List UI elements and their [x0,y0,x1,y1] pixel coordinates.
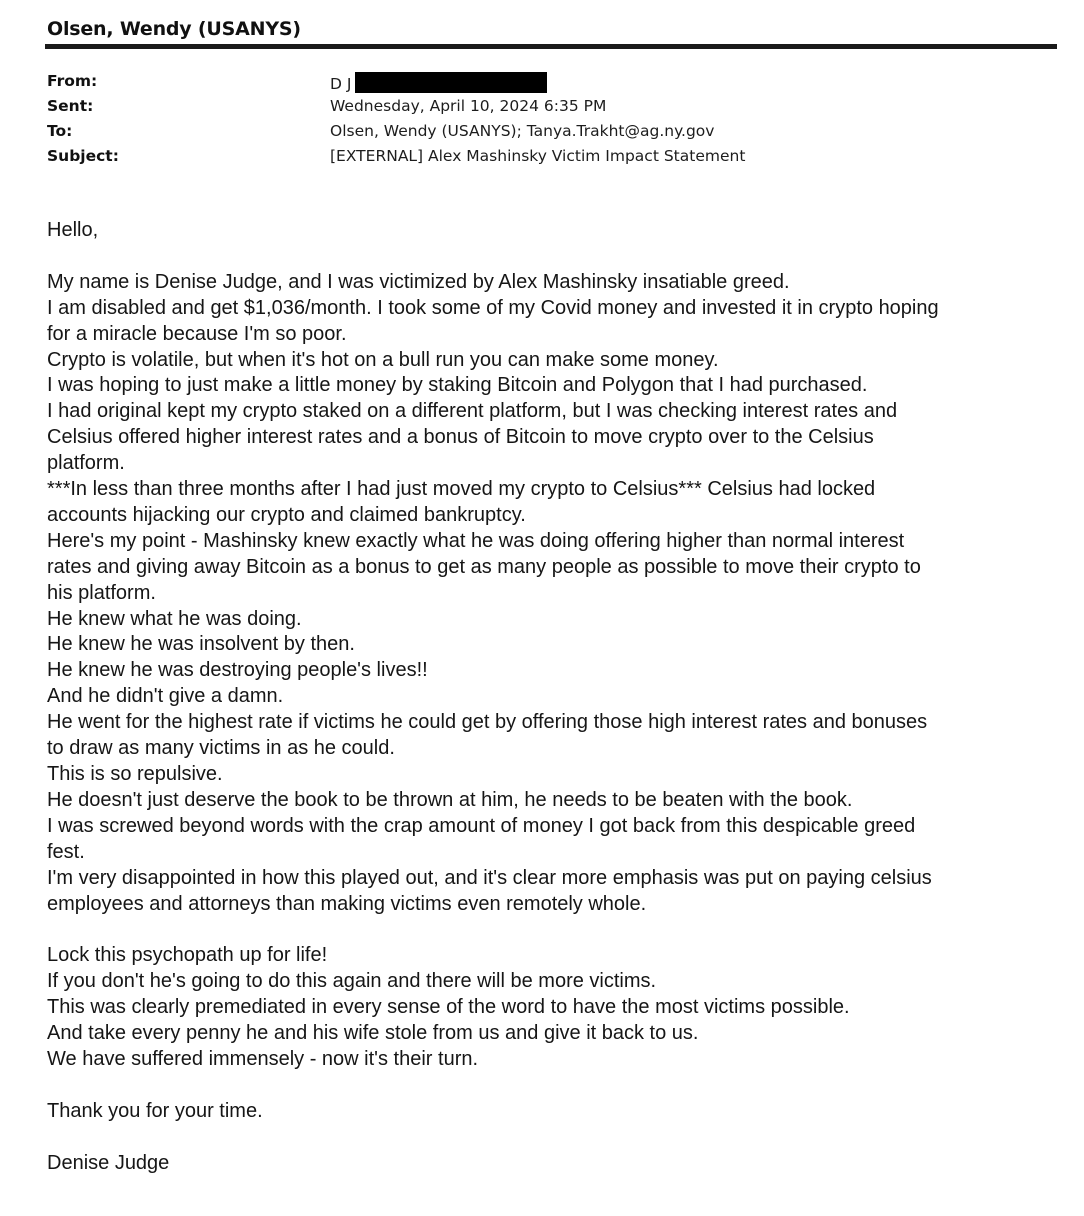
header-divider [45,44,1057,49]
sent-label: Sent: [47,97,94,115]
body-line: We have suffered immensely - now it's their turn. [47,1047,479,1070]
body-line: And take every penny he and his wife stole from us and give it back to us. [47,1022,699,1045]
body-line: If you don't he's going to do this again and there will be more victims. [47,970,657,993]
body-line: I had original kept my crypto staked on a different platform, but I was checking interest rates and [47,400,898,423]
greeting: Hello, [47,219,99,241]
redaction-box [355,72,547,93]
paragraph-gap [47,917,1057,943]
paragraph-gap [47,1125,1057,1151]
body-line: And he didn't give a damn. [47,685,284,708]
body-line: Celsius offered higher interest rates and a bonus of Bitcoin to move crypto over to the Celsius [47,426,874,449]
subject-value: [EXTERNAL] Alex Mashinsky Victim Impact Statement [330,147,746,165]
body-line: I was screwed beyond words with the crap amount of money I got back from this despicable greed [47,814,916,837]
body-line: He went for the highest rate if victims he could get by offering those high interest rates and bonuses [47,711,928,734]
mailbox-owner-name: Olsen, Wendy (USANYS) [47,18,301,40]
paragraph-gap [47,244,1057,270]
body-line: He knew what he was doing. [47,607,302,630]
sender-initials: D J [330,75,352,93]
thanks-line: Thank you for your time. [47,1099,263,1122]
body-line: My name is Denise Judge, and I was victimized by Alex Mashinsky insatiable greed. [47,270,790,293]
demands-paragraph [47,943,1057,1073]
from-value [330,72,547,93]
body-line: rates and giving away Bitcoin as a bonus to get as many people as possible to move their crypto to [47,555,921,578]
body-line: I was hoping to just make a little money by staking Bitcoin and Polygon that I had purchased. [47,374,868,397]
body-line: Lock this psychopath up for life! [47,944,328,967]
body-line: to draw as many victims in as he could. [47,737,395,760]
body-line: for a miracle because I'm so poor. [47,322,347,345]
body-line: employees and attorneys than making victims even remotely whole. [47,892,647,915]
body-line: Crypto is volatile, but when it's hot on a bull run you can make some money. [47,348,719,371]
subject-label: Subject: [47,147,119,165]
body-line: platform. [47,452,125,475]
body-line: his platform. [47,581,156,604]
sent-value: Wednesday, April 10, 2024 6:35 PM [330,97,607,115]
body-line: I am disabled and get $1,036/month. I took some of my Covid money and invested it in crypto hoping [47,296,939,319]
to-label: To: [47,122,73,140]
body-line: Here's my point - Mashinsky knew exactly what he was doing offering higher than normal interest [47,529,905,552]
body-line: ***In less than three months after I had just moved my crypto to Celsius*** Celsius had locked [47,478,876,501]
to-value: Olsen, Wendy (USANYS); Tanya.Trakht@ag.ny.gov [330,122,715,140]
email-body [47,218,1057,1176]
body-line: fest. [47,840,85,863]
signature: Denise Judge [47,1151,170,1174]
from-label: From: [47,72,98,90]
body-line: I'm very disappointed in how this played out, and it's clear more emphasis was put on paying celsius [47,866,932,889]
body-line: He knew he was destroying people's lives!! [47,659,428,682]
statement-paragraph [47,270,1057,918]
body-line: This was clearly premediated in every sense of the word to have the most victims possible. [47,996,850,1019]
body-line: He doesn't just deserve the book to be thrown at him, he needs to be beaten with the book. [47,788,853,811]
paragraph-gap [47,1073,1057,1099]
body-line: This is so repulsive. [47,763,223,786]
body-line: accounts hijacking our crypto and claimed bankruptcy. [47,503,526,526]
body-line: He knew he was insolvent by then. [47,633,355,656]
